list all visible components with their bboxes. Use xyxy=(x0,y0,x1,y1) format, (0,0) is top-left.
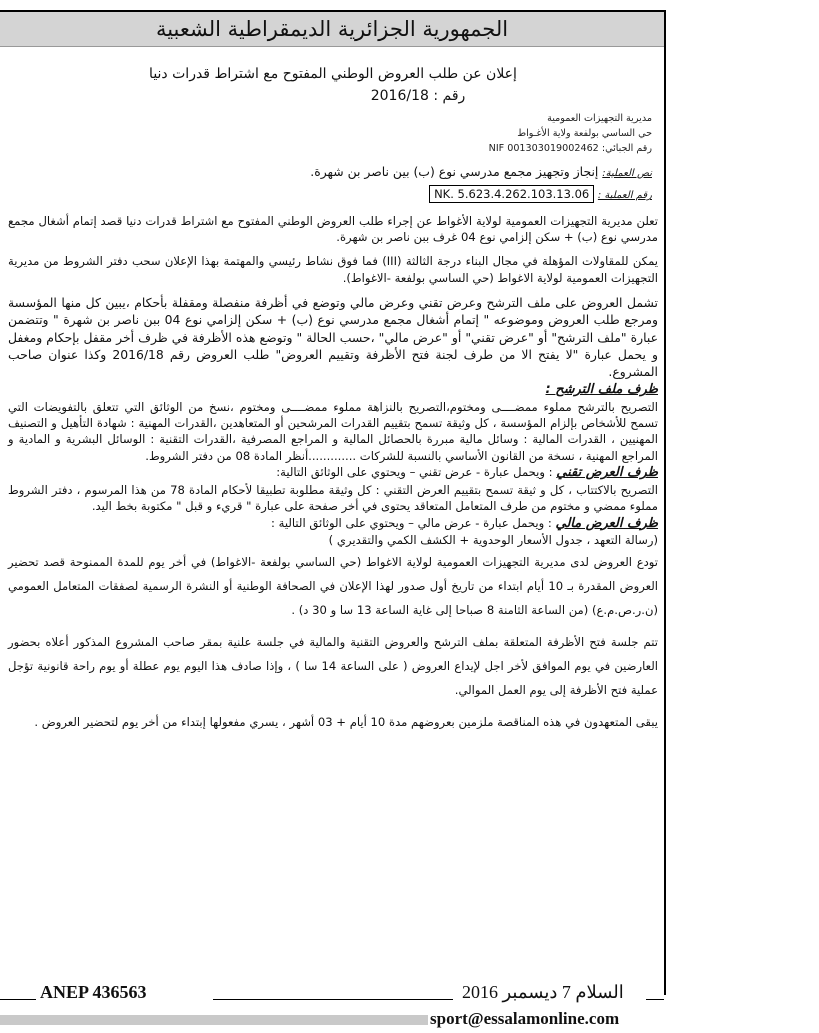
section-technical-intro: : ويحمل عبارة - عرض تقني – ويحتوي على الوثائق التالية: xyxy=(276,465,553,480)
paragraph-deposit: تودع العروض لدى مديرية التجهيزات العمومية لولاية الاغواط (حي الساسي بولفعة -الاغواط) في أخر يوم للمدة الممنوحة قصد تحضير العروض المقدرة بـ 10 أيام ابتداء من تاريخ أول صدور لهذا الإعلان في الصحافة الوطنية أو النشرة الرسمية لصفقات المتعامل العمومي (ن.ر.ص.م.ع) (من الساعة الثامنة 8 صباحا إلى غاية الساعة 13 سا و 30 د) . xyxy=(8,555,658,618)
operation-text-value: إنجاز وتجهيز مجمع مدرسي نوع (ب) بين ناصر بن شهرة. xyxy=(310,163,599,179)
newspaper-date: السلام 7 ديسمبر 2016 xyxy=(462,982,624,1002)
footer-rule-right xyxy=(646,999,664,1000)
authority-name: مديرية التجهيزات العمومية xyxy=(547,112,652,124)
paragraph-eligibility: يمكن للمقاولات المؤهلة في مجال البناء درجة الثالثة (III) فما فوق نشاط رئيسي والمهتمة بهذا الإعلان سحب دفتر الشروط من مديرية التجهيزات العمومية لولاية الاغواط (حي الساسي بولفعة -الاغواط). xyxy=(8,254,658,285)
nif-label: رقم الجبائي: xyxy=(601,142,652,154)
section-financial-intro: : ويحمل عبارة - عرض مالي – ويحتوي على الوثائق التالية : xyxy=(271,515,552,530)
nif-value: NIF 001303019002462 xyxy=(488,142,599,154)
footer-rule-middle xyxy=(213,999,453,1000)
notice-number: 2016/18 xyxy=(370,88,429,105)
section-financial-body: (رسالة التعهد ، جدول الأسعار الوحدوية + الكشف الكمي والتقديري ) xyxy=(328,532,658,547)
paragraph-opening-session: تتم جلسة فتح الأظرفة المتعلقة بملف الترشح والعروض التقنية والمالية في جلسة علنية بمقر صاحب المشروع المذكور أعلاه بحضور العارضين في يوم الموافق لأخر اجل لإيداع العروض ( على الساعة 14 سا ) ، وإذا صادف هذا اليوم يوم عطلة أو يوم راحة قانونية تؤجل عملية فتح الأظرفة إلى يوم العمل الموالي. xyxy=(8,635,658,698)
section-financial-title: ظرف العرض مالي xyxy=(555,515,658,531)
section-candidacy-title: ظرف ملف الترشح : xyxy=(545,382,658,398)
paragraph-envelopes: تشمل العروض على ملف الترشح وعرض تقني وعرض مالي وتوضع في أظرفة منفصلة ومقفلة بأحكام ،يبين كل منها المؤسسة ومرجع طلب العروض وموضوعه " إتمام أشغال مجمع مدرسي نوع (ب) + سكن إلزامي نوع 04 ببن ناصر بن شهرة " وتتضمن عبارة "ملف الترشح" أو "عرض تقني" أو "عرض مالي" ،حسب الحالة " وتوضع هذه الأظرفة في ظرف أخر مقفل بإحكام ومغفل و يحمل عبارة "لا يفتح الا من طرف لجنة فتح الأظرفة وتقييم العروض" طلب العروض رقم 2016/18 وكذا عنوان صاحب المشروع. xyxy=(8,295,658,380)
anep-reference: ANEP 436563 xyxy=(40,982,147,1002)
operation-text-label: نص العملية: xyxy=(602,167,652,179)
section-technical-title: ظرف العرض تقني xyxy=(556,465,658,481)
section-technical-body: التصريح بالاكتتاب ، كل و ثيقة تسمح بتقييم العرض التقني : كل وثيقة مطلوبة تطبيقا لأحكام المادة 78 من هذا المرسوم ، دفتر الشروط مملوء ممضي و مختوم من طرف المتعامل المتعاقد يحتوى في أخر صفحة على عبارة " قريء و قبل " مكتوبة بخط اليد. xyxy=(8,482,658,514)
footer-grey-bar xyxy=(0,1015,428,1025)
section-candidacy xyxy=(8,382,658,464)
authority-address: حي الساسي بولفعة ولاية الأغـواط xyxy=(517,127,652,139)
authority-nif xyxy=(8,141,652,156)
header-band xyxy=(0,12,664,47)
operation-text xyxy=(8,164,658,182)
country-title: الجمهورية الجزائرية الديمقراطية الشعبية xyxy=(155,17,509,41)
section-financial xyxy=(8,515,658,549)
footer-rule-left xyxy=(0,999,36,1000)
paragraph-announcement: تعلن مديرية التجهيزات العمومية لولاية الأغواط عن إجراء طلب العروض الوطني المفتوح مع اشتراط قدرات دنيا قصد إتمام أشغال مجمع مدرسي نوع (ب) + سكن إلزامي نوع 04 غرف ببن ناصر بن شهرة. xyxy=(8,213,658,245)
operation-number xyxy=(8,186,658,204)
section-technical xyxy=(8,464,658,514)
authority-block xyxy=(8,111,658,156)
notice-reference xyxy=(8,88,658,104)
notice-body xyxy=(8,50,658,734)
contact-email: sport@essalamonline.com xyxy=(430,1009,620,1028)
operation-number-value: NK. 5.623.4.262.103.13.06 xyxy=(429,185,594,203)
notice-number-label: رقم : xyxy=(433,88,466,105)
notice-title: إعلان عن طلب العروض الوطني المفتوح مع اشتراط قدرات دنيا xyxy=(149,66,517,82)
operation-number-label: رقم العملية : xyxy=(597,190,652,202)
section-candidacy-body: التصريح بالترشح مملوء ممضــــى ومختوم،التصريح بالنزاهة مملوء ممضــــى ومختوم ،نسخ من الوثائق التي تتعلق بالتفويضات التي تسمح للأشخاص بإلزام المؤسسة ، كل وثيقة تسمح بتقييم القدرات المرشحين أو المتعاهدين ،القدرات المهنية : شهادة التأهيل و التصنيف المهنيين ، القدرات المالية : وسائل مالية مبررة بالحصائل المالية و المراجع المصرفية ،القدرات التقنية : الوسائل البشرية و المادية و المراجع المهنية ، نسخة من القانون الأساسي بالنسبة للشركات .............أنظر المادة 08 من دفتر الشروط. xyxy=(8,399,658,463)
paragraph-validity: يبقى المتعهدون في هذه المناقصة ملزمين بعروضهم مدة 10 أيام + 03 أشهر ، يسري مفعولها إبتداء من أخر يوم لتحضير العروض . xyxy=(34,715,658,730)
